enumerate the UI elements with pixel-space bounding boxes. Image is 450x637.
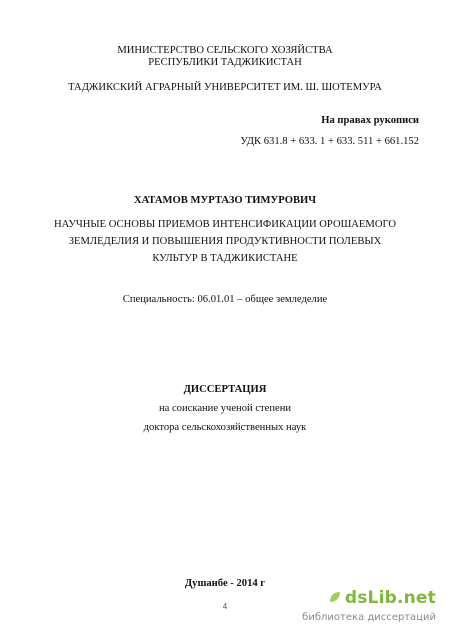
watermark-caption: библиотека диссертаций [302, 612, 436, 623]
page-number: 4 [222, 602, 228, 611]
author-name: ХАТАМОВ МУРТАЗО ТИМУРОВИЧ [133, 195, 317, 206]
ministry-line-1: МИНИСТЕРСТВО СЕЛЬСКОГО ХОЗЯЙСТВА [117, 45, 333, 56]
dissertation-heading: ДИССЕРТАЦИЯ [183, 384, 267, 395]
specialty: Специальность: 06.01.01 – общее земледелие [122, 294, 328, 305]
manuscript-label: На правах рукописи [321, 115, 419, 126]
dissertation-title [0, 216, 450, 267]
ministry-line-2: РЕСПУБЛИКИ ТАДЖИКИСТАН [148, 57, 302, 68]
university-name: ТАДЖИКСКИЙ АГРАРНЫЙ УНИВЕРСИТЕТ ИМ. Ш. ШОТЕМУРА [68, 82, 382, 93]
watermark [302, 588, 436, 628]
leaf-icon [328, 590, 342, 604]
place-year: Душанбе - 2014 г [184, 578, 266, 589]
udk-code: УДК 631.8 + 633. 1 + 633. 511 + 661.152 [240, 136, 419, 147]
title-line: НАУЧНЫЕ ОСНОВЫ ПРИЕМОВ ИНТЕНСИФИКАЦИИ ОРОШАЕМОГО [54, 219, 396, 230]
title-line: КУЛЬТУР В ТАДЖИКИСТАНЕ [152, 253, 298, 264]
watermark-logo: dsLib.net [344, 588, 436, 608]
degree-line-1: на соискание ученой степени [158, 403, 292, 414]
degree-line-2: доктора сельскохозяйственных наук [143, 422, 307, 433]
title-line: ЗЕМЛЕДЕЛИЯ И ПОВЫШЕНИЯ ПРОДУКТИВНОСТИ ПОЛЕВЫХ [68, 236, 382, 247]
